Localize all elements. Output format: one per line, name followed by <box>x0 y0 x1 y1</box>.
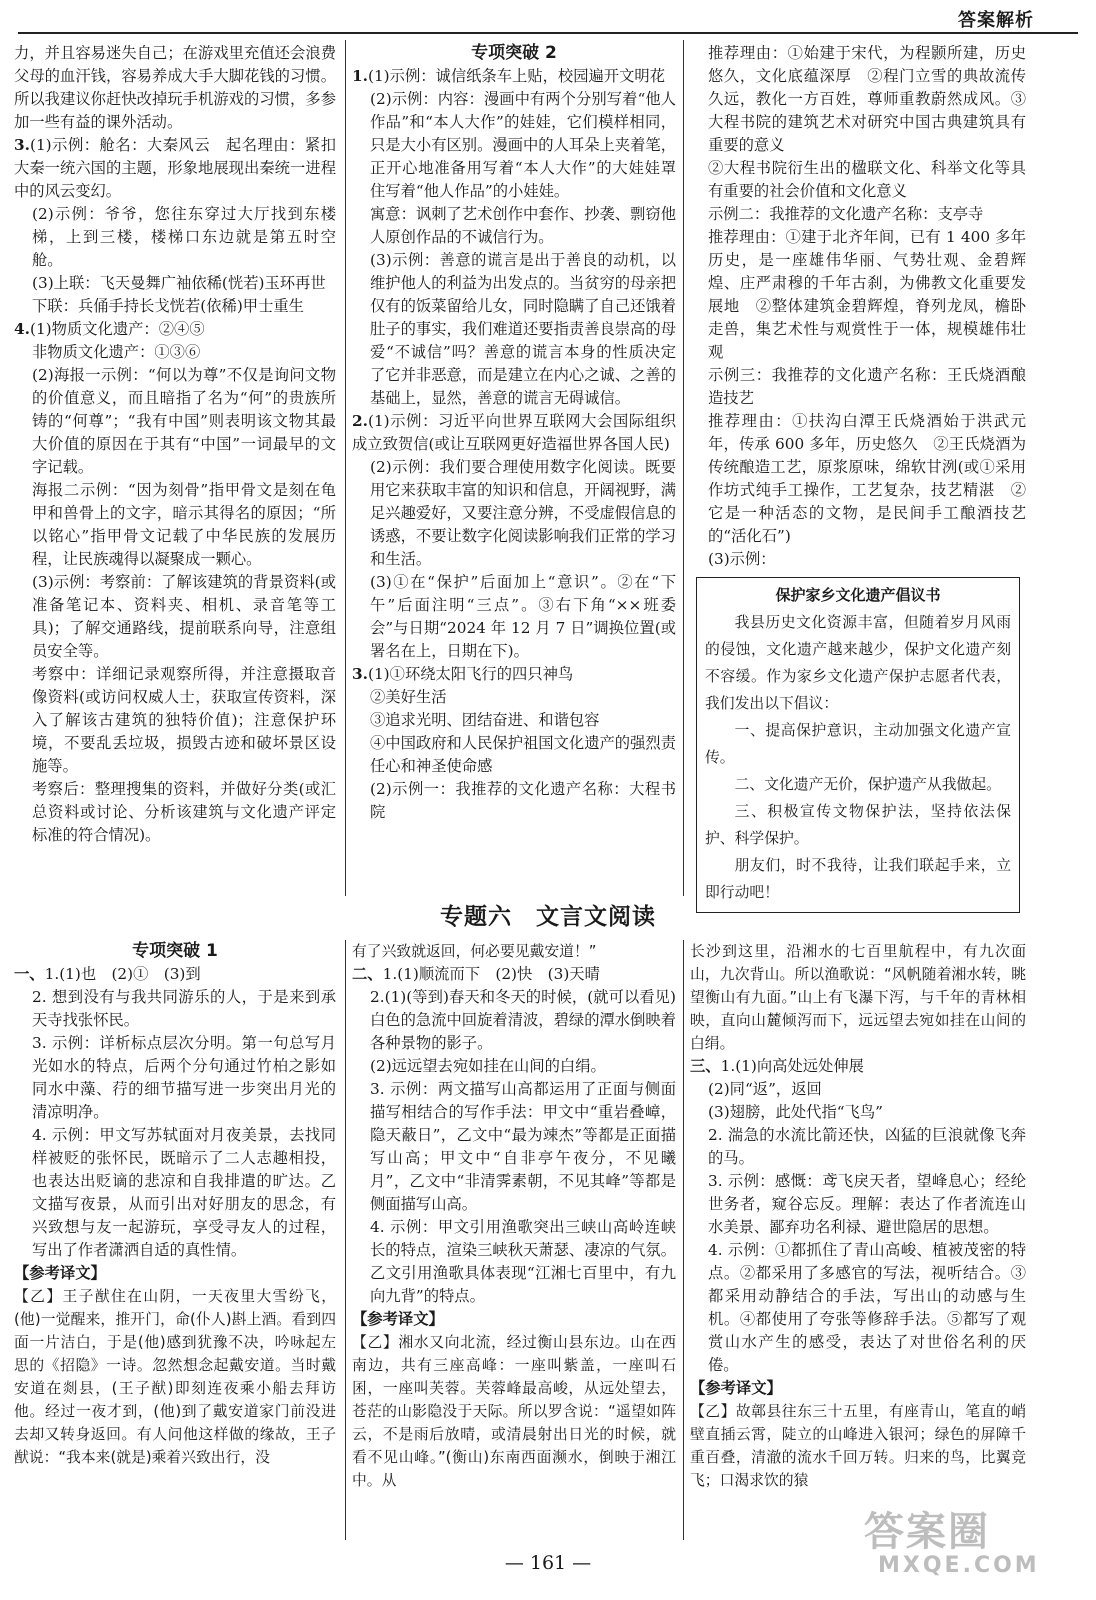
answer-text: ③追求光明、团结奋进、和谐包容 <box>370 711 600 729</box>
answer-text: ④中国政府和人民保护祖国文化遗产的强烈责任心和神圣使命感 <box>370 734 676 775</box>
answer-text: (2)示例：内容：漫画中有两个分别写着“他人作品”和“本人大作”的娃娃，它们模样相同，只是大小有区别。漫画中的人耳朵上夹着笔，正开心地准备用写着“本人大作”的大娃娃罩住写着“他人作品”的小娃娃。 <box>370 90 676 200</box>
watermark-logo <box>864 1510 1074 1590</box>
answer-text: (1)①环绕太阳飞行的四只神鸟 <box>367 665 574 683</box>
reference-translation-label: 【参考译文】 <box>14 1264 106 1282</box>
translation-text: 有了兴致就返回，何必要见戴安道！” <box>352 943 597 960</box>
header-rule <box>18 32 1078 34</box>
answer-item <box>352 410 676 456</box>
answer-text: 考察中：详细记录观察所得，并注意摄取音像资料(或访问权威人士，获取宣传资料，深入了解该古建筑的独特价值)；注意保护环境，不要乱丢垃圾，损毁古迹和破坏景区设施等。 <box>32 665 336 775</box>
answer-text: 4. 示例：①都抓住了青山高峻、植被茂密的特点。②都采用了多感官的写法，视听结合。③都采用动静结合的手法，写出山的动感与生机。④都使用了夸张等修辞手法。⑤都写了观赏山水产生的感受，表达了对世俗名利的厌倦。 <box>708 1241 1026 1374</box>
question-number: 1. <box>352 67 368 85</box>
answer-item <box>690 1055 1026 1078</box>
proposal-paragraph: 我县历史文化资源丰富，但随着岁月风雨的侵蚀，文化遗产越来越少，保护文化遗产刻不容缓。作为家乡文化遗产保护志愿者代表，我们发出以下倡议： <box>705 614 1011 712</box>
reference-translation-label: 【参考译文】 <box>690 1379 782 1397</box>
question-number: 二、 <box>352 965 383 983</box>
question-number: 一、 <box>14 965 45 983</box>
column-divider <box>345 940 346 1540</box>
top-column-2 <box>352 42 676 824</box>
answer-text: (3)示例：考察前：了解该建筑的背景资料(或准备笔记本、资料夹、相机、录音笔等工具)；了解交通路线，提前联系向导，注意组员安全等。 <box>32 573 336 660</box>
proposal-paragraph: 二、文化遗产无价，保护遗产从我做起。 <box>734 776 1001 793</box>
top-column-3 <box>690 42 1026 913</box>
answer-text: 非物质文化遗产：①③⑥ <box>32 343 201 361</box>
watermark-text: 答案圈 <box>864 1509 990 1555</box>
reference-translation-label: 【参考译文】 <box>352 1310 444 1328</box>
question-number: 4. <box>14 320 30 338</box>
proposal-paragraph: 朋友们，时不我待，让我们联起手来，立即行动吧！ <box>705 857 1011 901</box>
answer-item <box>14 134 336 203</box>
answer-item <box>352 663 676 686</box>
subsection-title: 专项突破 1 <box>132 941 218 961</box>
answer-text: (3)示例： <box>708 550 776 568</box>
proposal-paragraph: 一、提高保护意识，主动加强文化遗产宣传。 <box>705 722 1011 766</box>
section-title: 专题六 文言文阅读 <box>440 904 656 930</box>
proposal-title: 保护家乡文化遗产倡议书 <box>775 586 941 604</box>
bottom-column-3 <box>690 940 1026 1492</box>
answer-text: 力，并且容易迷失自己；在游戏里充值还会浪费父母的血汗钱，容易养成大手大脚花钱的习惯。所以我建议你赶快改掉玩手机游戏的习惯，多参加一些有益的课外活动。 <box>14 44 336 131</box>
answer-text: 3. 示例：详析标点层次分明。第一句总写月光如水的特点，后两个分句通过竹柏之影如同水中藻、荇的细节描写进一步突出月光的清凉明净。 <box>32 1034 336 1121</box>
translation-text: 【乙】王子猷住在山阴，一天夜里大雪纷飞，(他)一觉醒来，推开门，命(仆人)斟上酒。看到四面一片洁白，于是(他)感到犹豫不决，吟咏起左思的《招隐》一诗。忽然想念起戴安道。当时戴安道在剡县，(王子猷)即刻连夜乘小船去拜访他。经过一夜才到，(他)到了戴安道家门前没进去却又转身返回。有人问他这样做的缘故，王子猷说：“我本来(就是)乘着兴致出行，没 <box>14 1288 336 1466</box>
answer-text: 1.(1)顺流而下 (2)快 (3)天晴 <box>382 965 600 983</box>
answer-text: 2.(1)(等到)春天和冬天的时候，(就可以看见)白色的急流中回旋着清波，碧绿的潭水倒映着各种景物的影子。 <box>370 988 676 1052</box>
answer-text: (1)示例：舱名：大秦风云 起名理由：紧扣大秦一统六国的主题，形象地展现出秦统一进程中的风云变幻。 <box>14 136 336 200</box>
page-header <box>0 0 1096 36</box>
answer-text: 考察后：整理搜集的资料，并做好分类(或汇总资料或讨论、分析该建筑与文化遗产评定标准的符合情况)。 <box>32 780 336 844</box>
answer-text: (3)①在“保护”后面加上“意识”。②在“下午”后面注明“三点”。③右下角“××班委会”与日期“2024 年 12 月 7 日”调换位置(或署名在上，日期在下)。 <box>370 573 676 660</box>
answer-text: ②美好生活 <box>370 688 447 706</box>
column-divider <box>683 40 684 896</box>
watermark-url: MXQE.COM <box>878 1553 1040 1578</box>
answer-text: (2)海报一示例：“何以为尊”不仅是询问文物的价值意义，而且暗指了名为“何”的贵族所铸的“何尊”；“我有中国”则表明该文物其最大价值的原因在于其有“中国”一词最早的文字记载。 <box>32 366 336 476</box>
answer-text: 示例二：我推荐的文化遗产名称：支亭寺 <box>708 205 984 223</box>
answer-text: 寓意：讽刺了艺术创作中套作、抄袭、剽窃他人原创作品的不诚信行为。 <box>370 205 676 246</box>
question-number: 2. <box>352 412 368 430</box>
answer-text: 推荐理由：①始建于宋代，为程颢所建，历史悠久，文化底蕴深厚 ②程门立雪的典故流传久远，教化一方百姓，尊师重教蔚然成风。③大程书院的建筑艺术对研究中国古典建筑具有重要的意义 <box>708 44 1026 154</box>
answer-text: 2. 湍急的水流比箭还快，凶猛的巨浪就像飞奔的马。 <box>708 1126 1026 1167</box>
answer-item <box>14 318 336 341</box>
answer-text: 推荐理由：①扶沟白潭王氏烧酒始于洪武元年，传承 600 多年，历史悠久 ②王氏烧酒为传统酿造工艺，原浆原味，绵软甘洌(或①采用作坊式纯手工操作，工艺复杂，技艺精湛 ②它是一种活态的文物，是民间手工酿酒技艺的“活化石”) <box>708 412 1026 545</box>
translation-text: 【乙】湘水又向北流，经过衡山县东边。山在西南边，共有三座高峰：一座叫紫盖，一座叫石囷，一座叫芙蓉。芙蓉峰最高峻，从远处望去，苍茫的山影隐没于天际。所以罗含说：“遥望如阵云，不是雨后放晴，或清晨射出日光的时候，就看不见山峰。”(衡山)东南西面濒水，倒映于湘江中。从 <box>352 1334 676 1489</box>
question-number: 3. <box>352 665 368 683</box>
answer-text: (2)示例：我们要合理使用数字化阅读。既要用它来获取丰富的知识和信息，开阔视野，满足兴趣爱好，又要注意分辨，不受虚假信息的诱惑，不要让数字化阅读影响我们正常的学习和生活。 <box>370 458 676 568</box>
answer-text: 1.(1)向高处远处伸展 <box>720 1057 864 1075</box>
answer-text: 3. 示例：两文描写山高都运用了正面与侧面描写相结合的写作手法：甲文中“重岩叠嶂，隐天蔽日”，乙文中“最为竦杰”等都是正面描写山高；甲文中“自非亭午夜分，不见曦月”，乙文中“非清霁素朝，不见其峰”等都是侧面描写山高。 <box>370 1080 676 1213</box>
column-divider <box>683 940 684 1540</box>
answer-text: ②大程书院衍生出的楹联文化、科举文化等具有重要的社会价值和文化意义 <box>708 159 1026 200</box>
proposal-box <box>696 577 1020 913</box>
bottom-column-2 <box>352 940 676 1492</box>
proposal-paragraph: 三、积极宣传文物保护法，坚持依法保护、科学保护。 <box>705 803 1011 847</box>
subsection-title: 专项突破 2 <box>471 43 557 63</box>
answer-item <box>14 963 336 986</box>
translation-text: 【乙】故鄣县往东三十五里，有座青山，笔直的峭壁直插云霄，陡立的山峰进入银河；绿色的屏障千重百叠，清澈的流水千回万转。归来的鸟，比翼竞飞；口渴求饮的猿 <box>690 1403 1026 1489</box>
question-number: 3. <box>14 136 30 154</box>
header-label: 答案解析 <box>958 10 1034 31</box>
bottom-column-1 <box>14 940 336 1469</box>
answer-text: 2. 想到没有与我共同游乐的人，于是来到承天寺找张怀民。 <box>32 988 336 1029</box>
page-number: — 161 — <box>504 1552 592 1574</box>
answer-item <box>352 963 676 986</box>
translation-text: 长沙到这里，沿湘水的七百里航程中，有九次面山，九次背山。所以渔歌说：“风帆随着湘水转，眺望衡山有九面。”山上有飞瀑下泻，与千年的青林相映，直向山麓倾泻而下，远远望去宛如挂在山间的白绢。 <box>690 943 1026 1052</box>
answer-text: (2)远远望去宛如挂在山间的白绢。 <box>370 1057 606 1075</box>
answer-text: 3. 示例：感慨：鸢飞戾天者，望峰息心；经纶世务者，窥谷忘反。理解：表达了作者流连山水美景、鄙弃功名利禄、避世隐居的思想。 <box>708 1172 1026 1236</box>
answer-text: 4. 示例：甲文写苏轼面对月夜美景，去找同样被贬的张怀民，既暗示了二人志趣相投，也表达出贬谪的悲凉和自我排遣的旷达。乙文描写夜景，从而引出对好朋友的思念，有兴致想与友一起游玩，享受寻友人的过程，写出了作者潇洒自适的真性情。 <box>32 1126 336 1259</box>
answer-text: 下联：兵俑手持长戈恍若(依稀)甲士重生 <box>32 297 304 315</box>
answer-text: 海报二示例：“因为刻骨”指甲骨文是刻在龟甲和兽骨上的文字，暗示其得名的原因；“所以铭心”指甲骨文记载了中华民族的发展历程，让民族魂得以凝聚成一颗心。 <box>32 481 336 568</box>
answer-text: 推荐理由：①建于北齐年间，已有 1 400 多年历史，是一座雄伟华丽、气势壮观、金碧辉煌、庄严肃穆的千年古刹，为佛教文化重要发展地 ②整体建筑金碧辉煌，脊列龙凤，檐卧走兽，集艺术性与观赏性于一体，规模雄伟壮观 <box>708 228 1026 361</box>
answer-text: (1)示例：诚信纸条车上贴，校园遍开文明花 <box>367 67 665 85</box>
answer-text: (2)同“返”，返回 <box>708 1080 822 1098</box>
answer-text: (1)物质文化遗产：②④⑤ <box>29 320 205 338</box>
answer-text: (3)翅膀，此处代指“飞鸟” <box>708 1103 883 1121</box>
question-number: 三、 <box>690 1057 721 1075</box>
answer-text: 4. 示例：甲文引用渔歌突出三峡山高岭连峡长的特点，渲染三峡秋天萧瑟、凄凉的气氛。乙文引用渔歌具体表现“江湘七百里中，有九向九背”的特点。 <box>370 1218 676 1305</box>
answer-text: 1.(1)也 (2)① (3)到 <box>44 965 201 983</box>
top-column-1 <box>14 42 336 847</box>
answer-text: (3)上联：飞天曼舞广袖依稀(恍若)玉环再世 <box>32 274 326 292</box>
answer-text: 示例三：我推荐的文化遗产名称：王氏烧酒酿造技艺 <box>708 366 1026 407</box>
answer-text: (2)示例：爷爷，您往东穿过大厅找到东楼梯，上到三楼，楼梯口东边就是第五时空舱。 <box>32 205 336 269</box>
answer-text: (1)示例：习近平向世界互联网大会国际组织成立致贺信(或让互联网更好造福世界各国人民) <box>352 412 676 453</box>
column-divider <box>345 40 346 896</box>
answer-text: (2)示例一：我推荐的文化遗产名称：大程书院 <box>370 780 676 821</box>
answer-text: (3)示例：善意的谎言是出于善良的动机，以维护他人的利益为出发点的。当贫穷的母亲把仅有的饭菜留给儿女，同时隐瞒了自己还饿着肚子的事实，我们难道还要指责善良崇高的母爱“不诚信”吗？善意的谎言本身的性质决定了它并非恶意，而是建立在内心之诚、之善的基础上，显然，善意的谎言无碍诚信。 <box>370 251 676 407</box>
answer-item <box>352 65 676 88</box>
